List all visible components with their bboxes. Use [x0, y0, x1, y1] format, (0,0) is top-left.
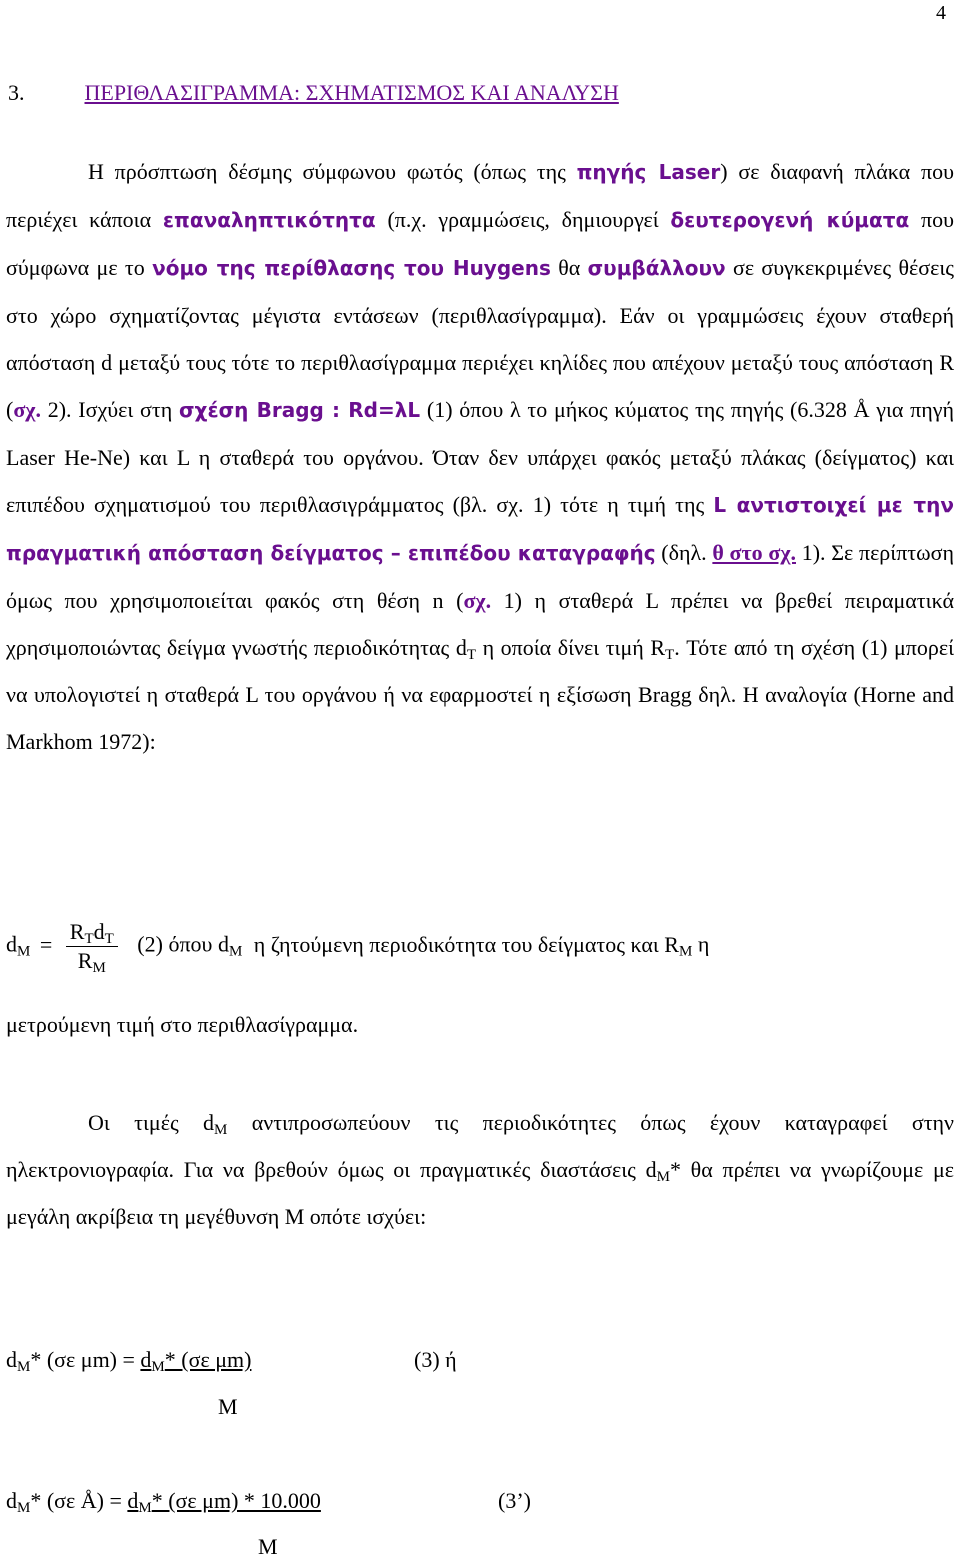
figure-ref: σχ. — [463, 588, 492, 613]
equation-2-tail: μετρούμενη τιμή στο περιθλασίγραμμα. — [6, 1012, 359, 1037]
page-number: 4 — [936, 2, 946, 24]
emphasis-L-distance: L αντιστοιχεί με την πραγματική απόσταση δείγματος – επιπέδου καταγραφής — [6, 493, 954, 565]
section-title: ΠΕΡΙΘΛΑΣΙΓΡΑΜΜΑ: ΣΧΗΜΑΤΙΣΜΟΣ ΚΑΙ ΑΝΑΛΥΣΗ — [84, 80, 619, 105]
equation-3-label: (3) ή — [414, 1347, 457, 1372]
equation-3-prime-denominator: M — [258, 1534, 278, 1559]
figure-ref: σχ. — [13, 397, 41, 422]
emphasis-periodicity: επαναληπτικότητα — [162, 208, 376, 232]
equation-3-prime-label: (3’) — [498, 1488, 531, 1513]
emphasis-theta-ref: θ στο σχ. — [712, 540, 796, 565]
section-number: 3. — [8, 80, 25, 105]
emphasis-secondary-waves: δευτερογενή κύματα — [670, 208, 910, 232]
emphasis-bragg-relation: σχέση Bragg : Rd=λL — [178, 398, 421, 422]
emphasis-interfere: συμβάλλουν — [587, 256, 726, 280]
paragraph-magnification: Οι τιμές $d_M$ αντιπροσωπεύουν τις περιοδικότητες όπως έχουν καταγραφεί στην ηλεκτρονιογραφία. Για να βρεθούν όμως οι πραγματικές διαστάσεις $d_M*$ θα πρέπει να γνωρίζουμε με μεγάλη ακρίβεια τη μεγέθυνση Μ οπότε ισχύει: — [6, 1110, 955, 1229]
emphasis-laser-source: πηγής Laser — [576, 160, 721, 184]
emphasis-huygens-law: νόμο της περίθλασης του Huygens — [152, 256, 551, 280]
paragraph-diffraction: Η πρόσπτωση δέσμης σύμφωνου φωτός (όπως της πηγής Laser) σε διαφανή πλάκα που περιέχει κάποια επαναληπτικότητα (π.χ. γραμμώσεις, δημιουργεί δευτερογενή κύματα που σύμφωνα με το νόμο της περίθλασης του Huygens θα συμβάλλουν σε συγκεκριμένες θέσεις στο χώρο σχηματίζοντας μέγιστα εντάσεων (περιθλασίγραμμα). Εάν οι γραμμώσεις έχουν σταθερή απόσταση d μεταξύ τους τότε το περιθλασίγραμμα περιέχει κηλίδες που απέχουν μεταξύ τους απόσταση R (σχ. 2). Ισχύει στη σχέση Bragg : Rd=λL (1) όπου λ το μήκος κύματος της πηγής (6.328 Å για πηγή Laser He-Ne) και L η σταθερά του οργάνου. Όταν δεν υπάρχει φακός μεταξύ πλάκας (δείγματος) και επιπέδου σχηματισμού του περιθλασιγράμματος (βλ. σχ. 1) τότε η τιμή της L αντιστοιχεί με την πραγματική απόσταση δείγματος – επιπέδου καταγραφής (δηλ. θ στο σχ. 1). Σε περίπτωση όμως που χρησιμοποιείται φακός στη θέση n (σχ. 1) η σταθερά L πρέπει να βρεθεί πειραματικά χρησιμοποιώντας δείγμα γνωστής περιοδικότητας $d_T$ η οποία δίνει τιμή $R_T$. Τότε από τη σχέση (1) μπορεί να υπολογιστεί η σταθερά L του οργάνου ή να εφαρμοστεί η εξίσωση Bragg δηλ. Η αναλογία (Horne and Markhom 1972): — [6, 159, 955, 754]
equation-3: $d_M*$ (σε $\mu m) = d_M*$ (σε μm) (3) ή — [6, 1347, 457, 1375]
equation-3-prime: $d_M*$ (σε Å) = $d_M*$ (σε μm) * 10.000 (3’) — [6, 1488, 531, 1516]
section-heading — [8, 80, 619, 106]
equation-3-denominator: M — [218, 1394, 238, 1419]
fraction: $\frac{R_Td_T}{R_M}$ — [66, 918, 118, 975]
equation-2: $d_M$ = $\frac{R_Td_T}{R_M}$ (2) όπου $d_M$ η ζητούμενη περιοδικότητα του δείγματος και $R_M$ η — [6, 919, 710, 976]
